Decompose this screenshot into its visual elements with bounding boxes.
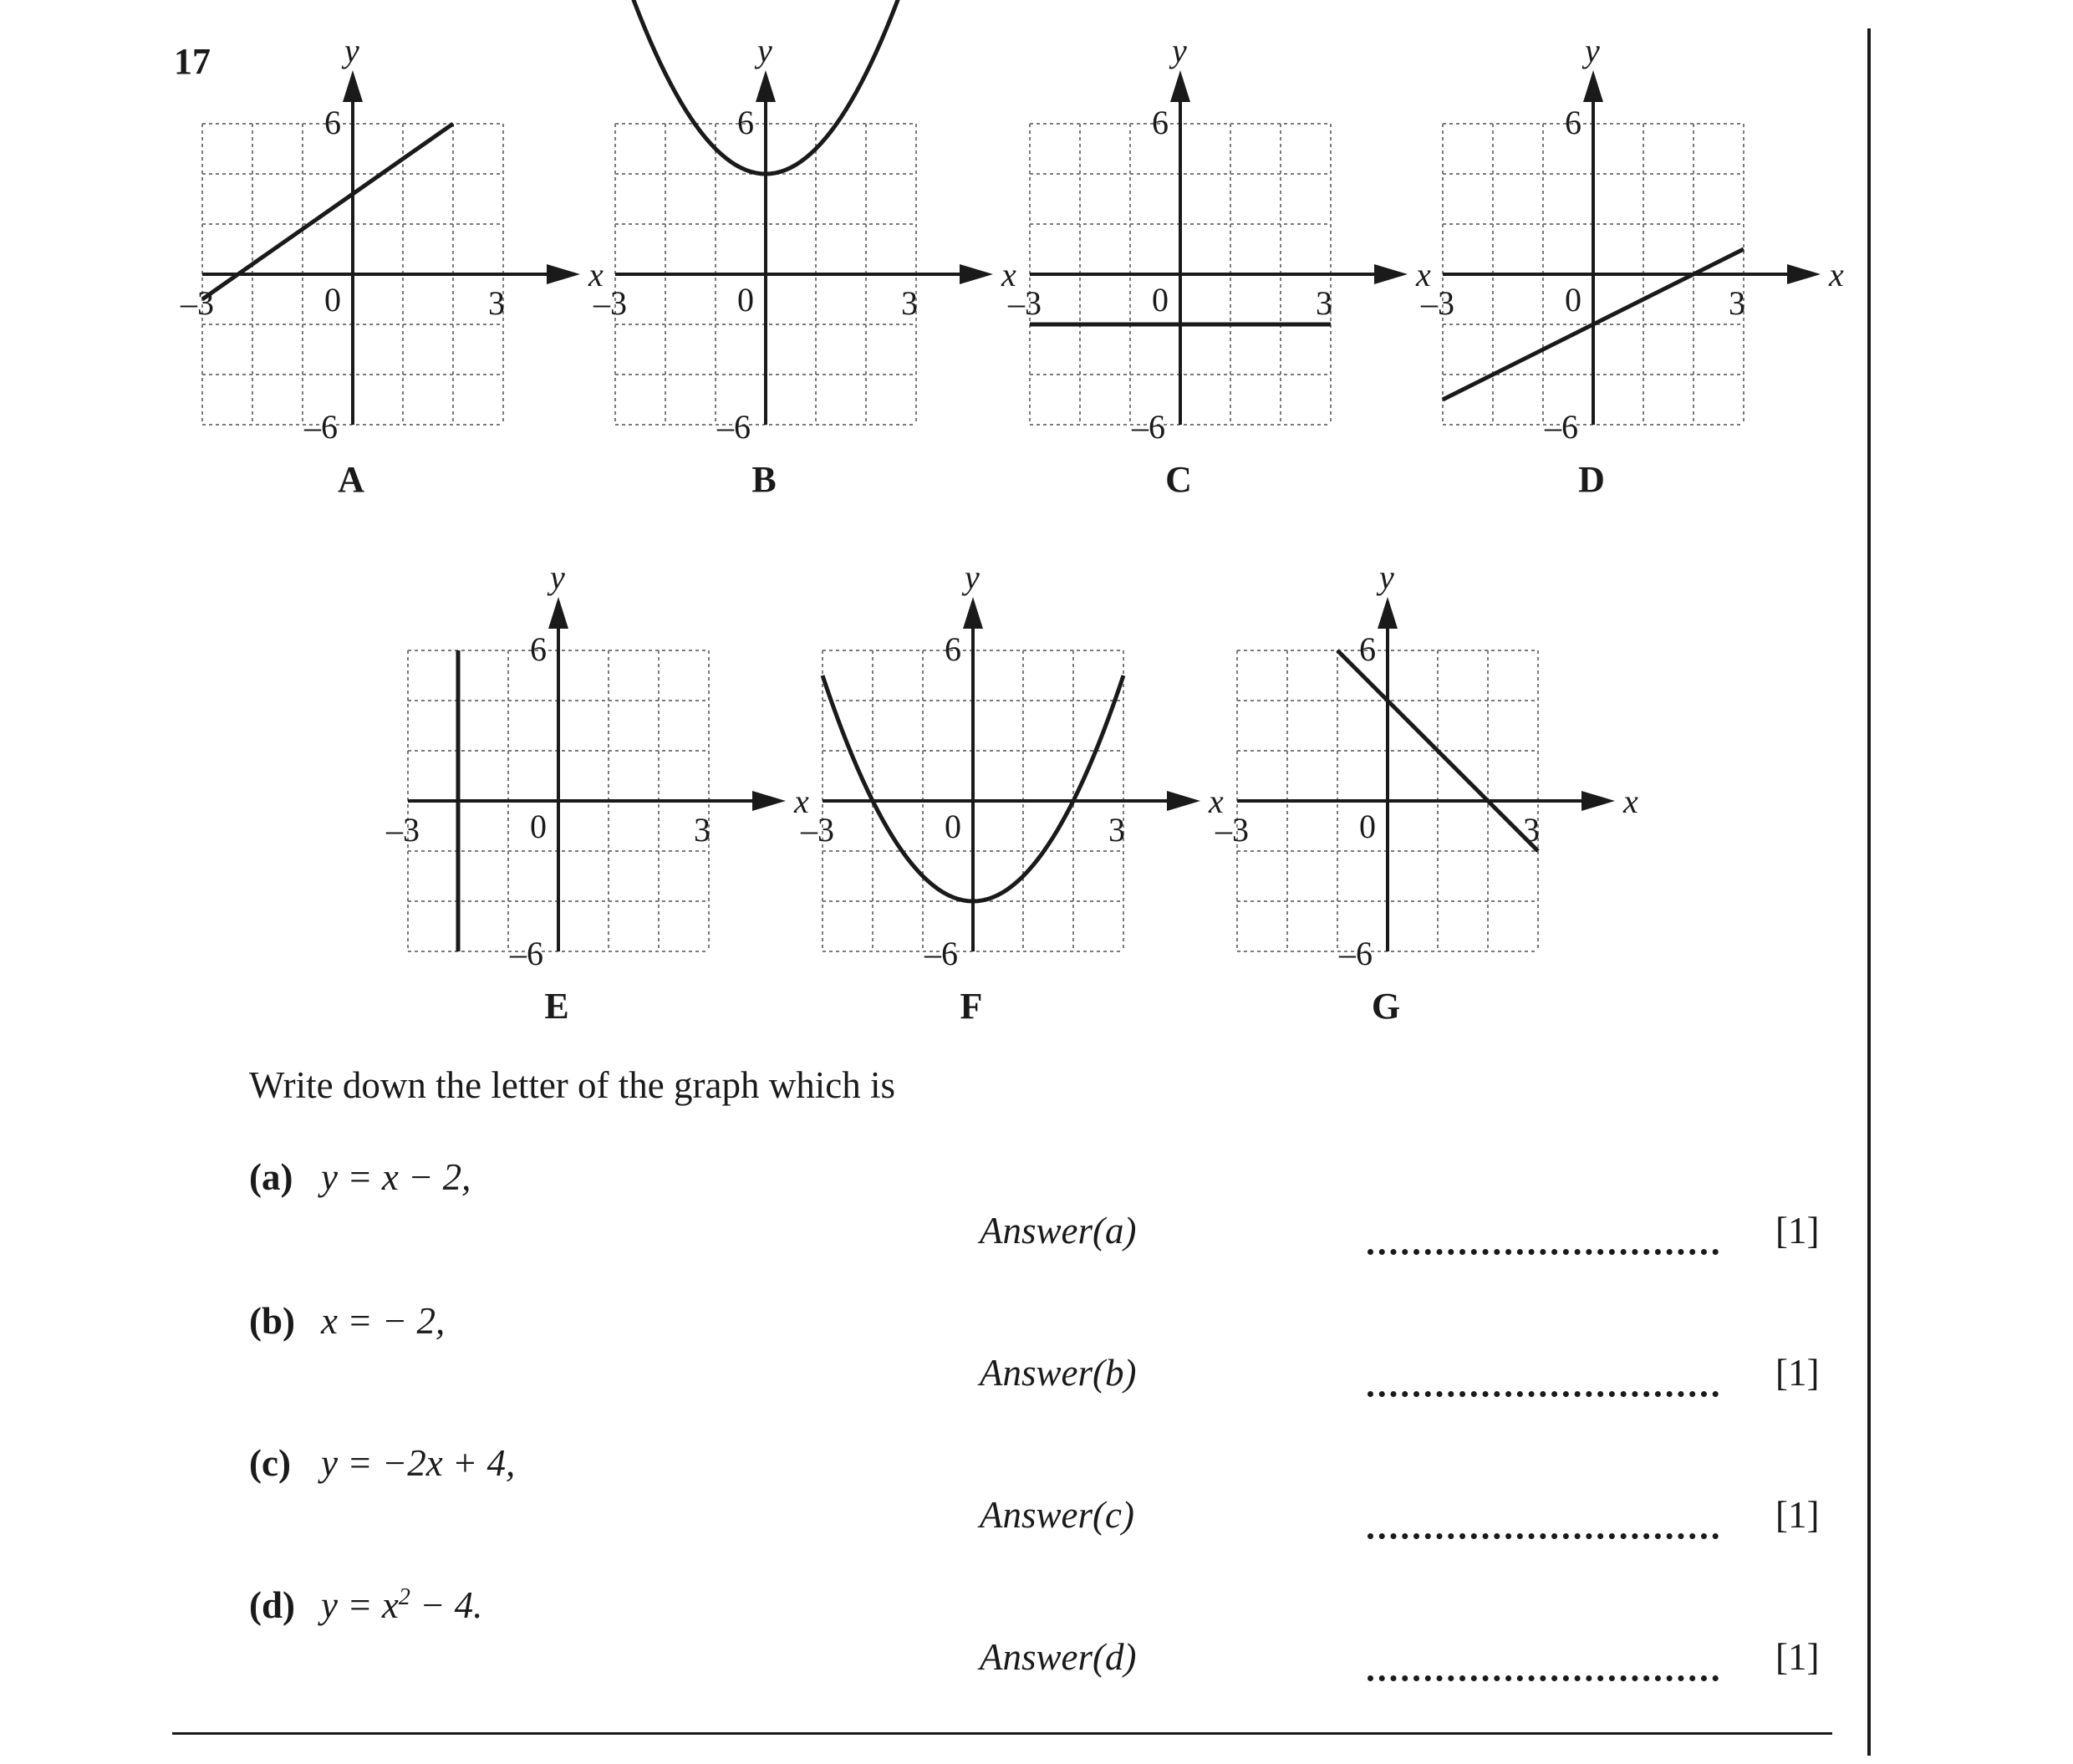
part-c (249, 1441, 515, 1485)
tick-label: 6 (324, 104, 341, 141)
tick-label: –6 (924, 935, 958, 972)
graph-letter-b: B (751, 459, 777, 500)
graph-svg (1207, 558, 1709, 972)
answer-line-a[interactable] (1368, 1249, 1719, 1255)
y-axis-arrow-icon (1170, 70, 1190, 102)
tick-label: –6 (1132, 408, 1165, 446)
graph-letter-e: E (544, 986, 569, 1027)
answer-line-b[interactable] (1368, 1391, 1719, 1397)
mark-b: [1] (1775, 1352, 1820, 1394)
part-equation: x = − 2, (321, 1300, 446, 1342)
x-axis-label: x (1416, 256, 1431, 293)
part-label: (a) (249, 1156, 293, 1198)
y-axis-label: y (1585, 32, 1600, 69)
x-axis-arrow-icon (1787, 264, 1821, 284)
equation-exponent: 2 (398, 1584, 410, 1610)
question-number: 17 (174, 41, 211, 82)
y-axis-arrow-icon (343, 70, 363, 102)
tick-label: 0 (945, 808, 961, 845)
answer-label-d: Answer(d) (980, 1636, 1137, 1678)
part-a (249, 1155, 471, 1199)
graph-letter-a: A (338, 459, 364, 500)
graph-d (1413, 32, 1914, 446)
graph-letter-d: D (1578, 459, 1605, 500)
y-axis-arrow-icon (963, 597, 983, 629)
tick-label: 6 (1565, 104, 1581, 141)
y-axis-label: y (757, 32, 772, 69)
margin-rule (1867, 28, 1871, 1756)
graph-letter-g: G (1371, 986, 1401, 1027)
y-axis-label: y (1379, 558, 1394, 596)
tick-label: 0 (737, 281, 754, 319)
graph-letter-f: F (960, 986, 983, 1027)
x-axis-arrow-icon (1167, 791, 1200, 811)
tick-label: –6 (1339, 935, 1373, 972)
graph-svg (1413, 32, 1914, 446)
answer-line-d[interactable] (1368, 1675, 1719, 1681)
bottom-rule (172, 1732, 1832, 1735)
equation-suffix: − 4. (410, 1584, 483, 1626)
tick-label: –6 (304, 408, 338, 446)
tick-label: 3 (1316, 284, 1332, 322)
instruction-text: Write down the letter of the graph which is (249, 1064, 895, 1106)
tick-label: 3 (1729, 284, 1745, 322)
y-axis-arrow-icon (1583, 70, 1603, 102)
y-axis-arrow-icon (548, 597, 568, 629)
x-axis-label: x (1209, 783, 1224, 820)
x-axis-arrow-icon (1374, 264, 1408, 284)
graph-letter-c: C (1165, 459, 1192, 500)
tick-label: –3 (1008, 284, 1042, 322)
part-label: (b) (249, 1300, 295, 1342)
tick-label: –3 (801, 811, 834, 849)
tick-label: 6 (1359, 630, 1376, 668)
part-b (249, 1299, 445, 1343)
y-axis-label: y (344, 32, 359, 69)
tick-label: 3 (694, 811, 711, 849)
tick-label: 6 (530, 630, 547, 668)
tick-label: –3 (386, 811, 420, 849)
tick-label: –3 (1215, 811, 1249, 849)
x-axis-label: x (588, 256, 604, 293)
tick-label: 3 (488, 284, 505, 322)
tick-label: 0 (1359, 808, 1376, 845)
part-label: (d) (249, 1584, 295, 1626)
x-axis-label: x (1623, 783, 1638, 820)
tick-label: 0 (530, 808, 547, 845)
x-axis-label: x (1829, 256, 1844, 293)
y-axis-label: y (965, 558, 980, 596)
tick-label: 3 (901, 284, 918, 322)
tick-label: 6 (1152, 104, 1169, 141)
answer-label-b: Answer(b) (980, 1352, 1137, 1394)
tick-label: –6 (717, 408, 751, 446)
graph-g (1207, 558, 1709, 972)
answer-label-c: Answer(c) (980, 1494, 1134, 1536)
tick-label: –3 (181, 284, 214, 322)
tick-label: 0 (1152, 281, 1169, 319)
y-axis-arrow-icon (1378, 597, 1398, 629)
x-axis-arrow-icon (752, 791, 786, 811)
tick-label: 3 (1108, 811, 1125, 849)
part-equation (321, 1584, 482, 1626)
equation-prefix: y = x (321, 1584, 399, 1626)
y-axis-label: y (1172, 32, 1187, 69)
y-axis-label: y (550, 558, 565, 596)
tick-label: 0 (1565, 281, 1581, 319)
tick-label: 6 (945, 630, 961, 668)
part-equation: y = x − 2, (321, 1156, 471, 1198)
tick-label: –3 (1421, 284, 1454, 322)
answer-label-a: Answer(a) (980, 1210, 1137, 1252)
mark-a: [1] (1775, 1210, 1820, 1252)
x-axis-arrow-icon (960, 264, 993, 284)
tick-label: –3 (593, 284, 627, 322)
tick-label: 0 (324, 281, 341, 319)
y-axis-arrow-icon (756, 70, 776, 102)
x-axis-arrow-icon (547, 264, 580, 284)
x-axis-arrow-icon (1581, 791, 1615, 811)
x-axis-label: x (1001, 256, 1016, 293)
tick-label: –6 (1545, 408, 1578, 446)
x-axis-label: x (794, 783, 809, 820)
part-equation: y = −2x + 4, (321, 1442, 516, 1484)
mark-d: [1] (1775, 1636, 1820, 1678)
tick-label: 6 (737, 104, 754, 141)
part-d (249, 1583, 482, 1627)
answer-line-c[interactable] (1368, 1533, 1719, 1539)
part-label: (c) (249, 1442, 291, 1484)
mark-c: [1] (1775, 1494, 1820, 1536)
tick-label: 3 (1523, 811, 1540, 849)
tick-label: –6 (510, 935, 543, 972)
